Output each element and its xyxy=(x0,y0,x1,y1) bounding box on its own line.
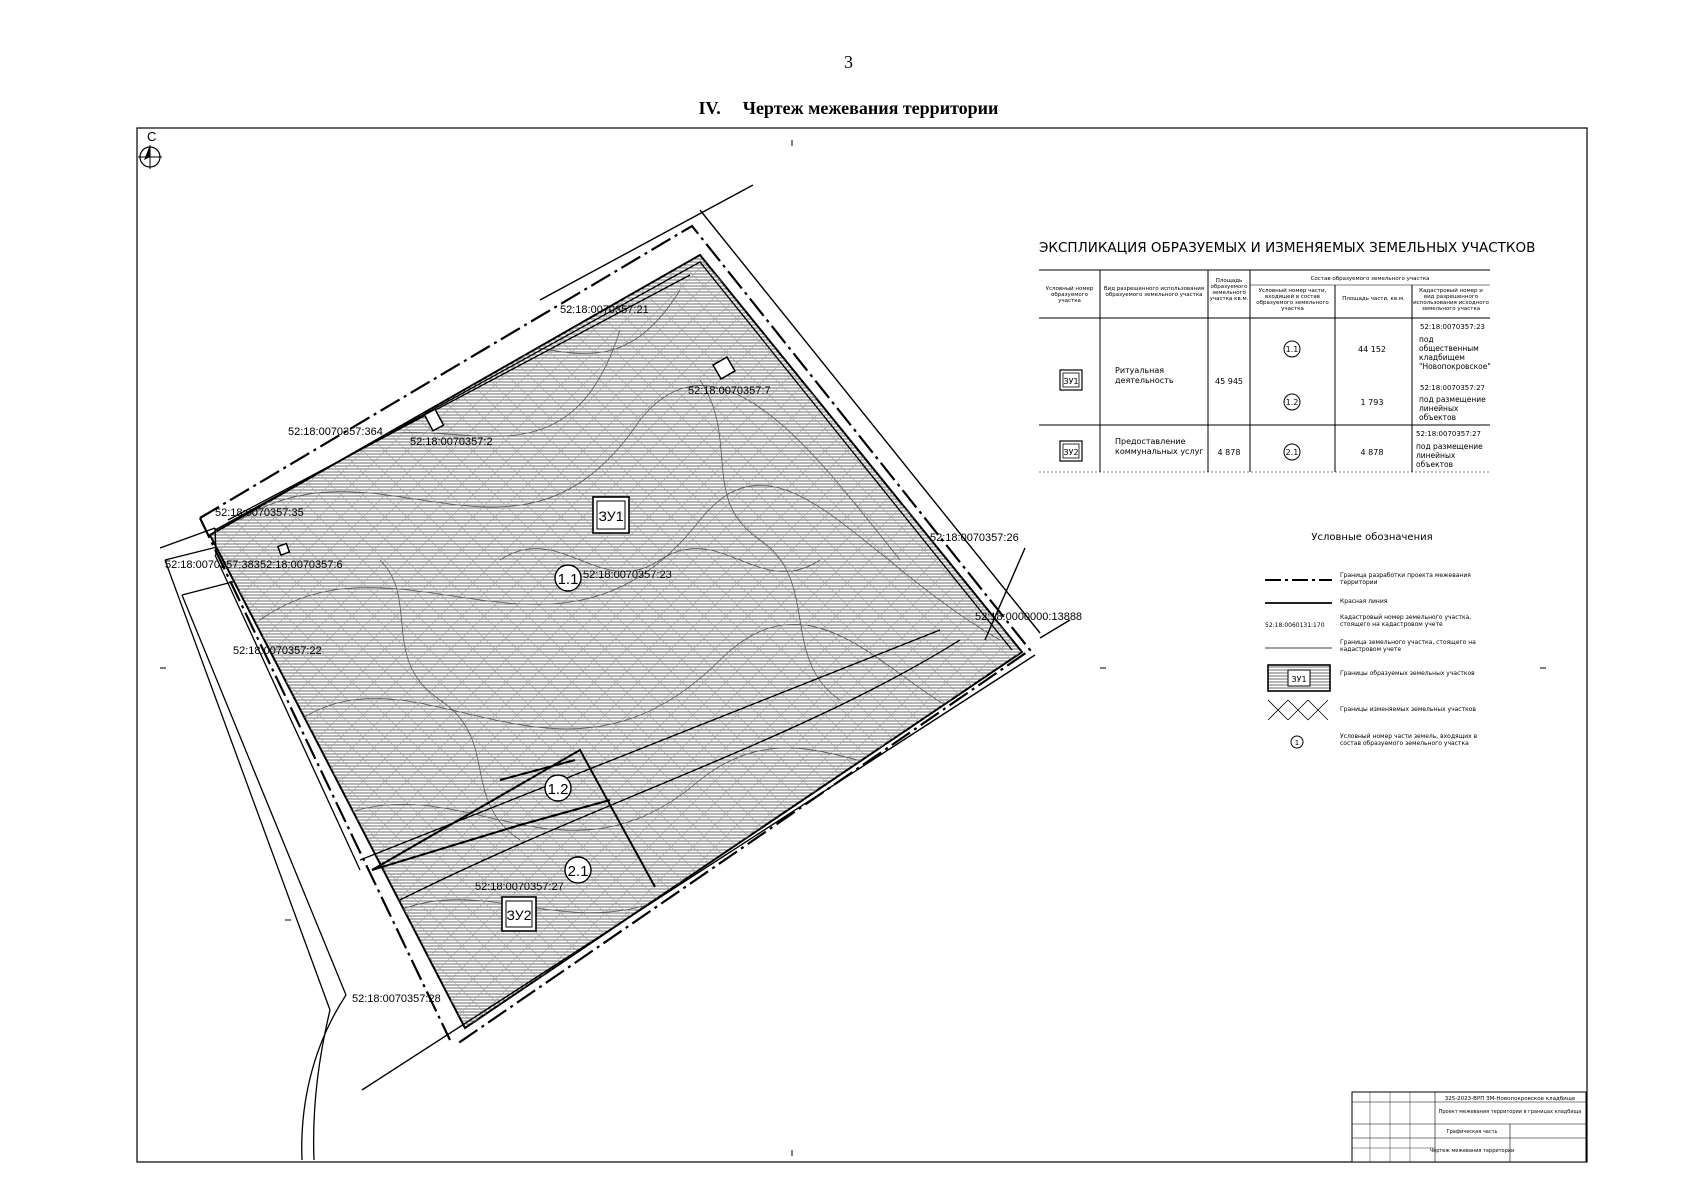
legend-item-text: Границы изменяемых земельных участков xyxy=(1340,706,1476,713)
legend-item-sample: ЗУ1 xyxy=(1291,675,1307,684)
row2-part1-area: 4 878 xyxy=(1360,448,1384,457)
row1-zu: ЗУ1 xyxy=(1063,377,1079,386)
site-parcel xyxy=(200,250,1030,1040)
row1-use: Ритуальная деятельность xyxy=(1115,366,1174,385)
cad-label: 52:18:0070357:28 xyxy=(352,993,441,1005)
row1-part1-num: 1.1 xyxy=(1285,345,1299,354)
legend-item-text: Кадастровый номер земельного участка, стоящего на кадастровом учете xyxy=(1340,614,1472,628)
cad-label: 52:18:0070357:35 xyxy=(215,507,304,519)
north-arrow-icon xyxy=(138,129,162,169)
zu1-symbol xyxy=(593,497,629,533)
cad-label: 52:18:0070357:21 xyxy=(560,304,649,316)
part-1-2 xyxy=(545,775,571,801)
heading-section-number: IV. xyxy=(698,98,721,118)
title-block-sheet: Чертеж межевания территории xyxy=(1429,1148,1515,1154)
col-group-header: Состав образуемого земельного участка xyxy=(1310,276,1430,282)
legend-item-text: Граница земельного участка, стоящего на кадастровом учете xyxy=(1340,639,1476,653)
col-header: Условный номер образуемого участка xyxy=(1045,286,1094,304)
row2-part1-use: под размещение линейных объектов xyxy=(1416,442,1483,469)
row2-part1-num: 2.1 xyxy=(1285,448,1299,457)
col-header: Вид разрешенного использования образуемого земельного участка xyxy=(1103,286,1205,298)
legend-item-text: Границы образуемых земельных участков xyxy=(1340,670,1475,677)
cad-label: 52:18:0070357:22 xyxy=(233,645,322,657)
cad-label: 52:18:0070357:6 xyxy=(260,559,343,571)
legend xyxy=(1265,532,1500,753)
title-block-project: Проект межевания территории в границах кладбища xyxy=(1438,1109,1582,1115)
cad-label: 52:18:0070357:7 xyxy=(688,385,771,397)
cad-label: 52:18:0070357:2 xyxy=(410,436,493,448)
zu2-symbol xyxy=(502,897,536,931)
row2-part1-cad: 52:18:0070357:27 xyxy=(1416,430,1481,438)
part-label: 1.2 xyxy=(547,781,569,798)
row1-part2-num: 1.2 xyxy=(1285,398,1299,407)
row1-part1-cad: 52:18:0070357:23 xyxy=(1420,323,1485,331)
cad-label: 52:18:0000000:13888 xyxy=(975,611,1083,623)
legend-item-text: Условный номер части земель, входящих в состав образуемого земельного участка xyxy=(1340,733,1478,747)
heading-title: Чертеж межевания территории xyxy=(742,98,999,118)
legend-title: Условные обозначения xyxy=(1311,532,1433,543)
title-block-section: Графическая часть xyxy=(1446,1129,1498,1135)
legend-item-text: Граница разработки проекта межевания территории xyxy=(1340,572,1471,586)
part-2-1 xyxy=(565,857,591,883)
row2-zu: ЗУ2 xyxy=(1063,448,1079,457)
row1-part2-area: 1 793 xyxy=(1360,398,1384,407)
row1-area: 45 945 xyxy=(1215,377,1243,386)
part-label: 1.1 xyxy=(557,571,579,588)
row1-part2-cad: 52:18:0070357:27 xyxy=(1420,384,1485,392)
explication-title: ЭКСПЛИКАЦИЯ ОБРАЗУЕМЫХ И ИЗМЕНЯЕМЫХ ЗЕМЕЛЬНЫХ УЧАСТКОВ xyxy=(1039,240,1536,256)
cad-label: 52:18:0070357:27 xyxy=(475,881,564,893)
row2-use: Предоставление коммунальных услуг xyxy=(1115,437,1204,456)
cad-label: 52:18:0070357:23 xyxy=(583,569,672,581)
page-number: 3 xyxy=(844,52,853,72)
part-1-1 xyxy=(555,565,581,591)
changed-parcel-sample-icon xyxy=(1268,700,1328,720)
row1-part1-area: 44 152 xyxy=(1358,345,1386,354)
explication-table xyxy=(1039,240,1535,472)
zu1-label: ЗУ1 xyxy=(598,508,624,524)
row1-part1-use: под общественным кладбищем "Новопокровское" xyxy=(1419,335,1491,371)
row2-area: 4 878 xyxy=(1217,448,1241,457)
row1-part2-use: под размещение линейных объектов xyxy=(1419,395,1486,422)
title-block-code: 325-2023-ВРП ЗМ-Новопокровское кладбище xyxy=(1444,1096,1576,1102)
cad-label: 52:18:0070357:26 xyxy=(930,532,1019,544)
legend-item-sample: 52:18:0060131:170 xyxy=(1265,622,1325,629)
north-label: С xyxy=(147,129,157,144)
cad-label: 52:18:0070357:364 xyxy=(288,426,383,438)
col-header: Площадь образуемого земельного участка кв.м. xyxy=(1209,278,1249,302)
zu2-label: ЗУ2 xyxy=(506,907,532,923)
title-block xyxy=(1352,1092,1586,1162)
part-label: 2.1 xyxy=(567,863,589,880)
col-header: Кадастровый номер и вид разрешенного использования исходного земельного участка xyxy=(1413,288,1489,312)
col-header: Площадь части, кв.м. xyxy=(1342,296,1405,302)
cad-label: 52:18:0070357:383 xyxy=(165,559,260,571)
legend-item-sample: 1 xyxy=(1294,739,1300,747)
col-header: Условный номер части, входящей в состав образуемого земельного участка xyxy=(1256,288,1329,312)
legend-item-text: Красная линия xyxy=(1340,598,1388,605)
